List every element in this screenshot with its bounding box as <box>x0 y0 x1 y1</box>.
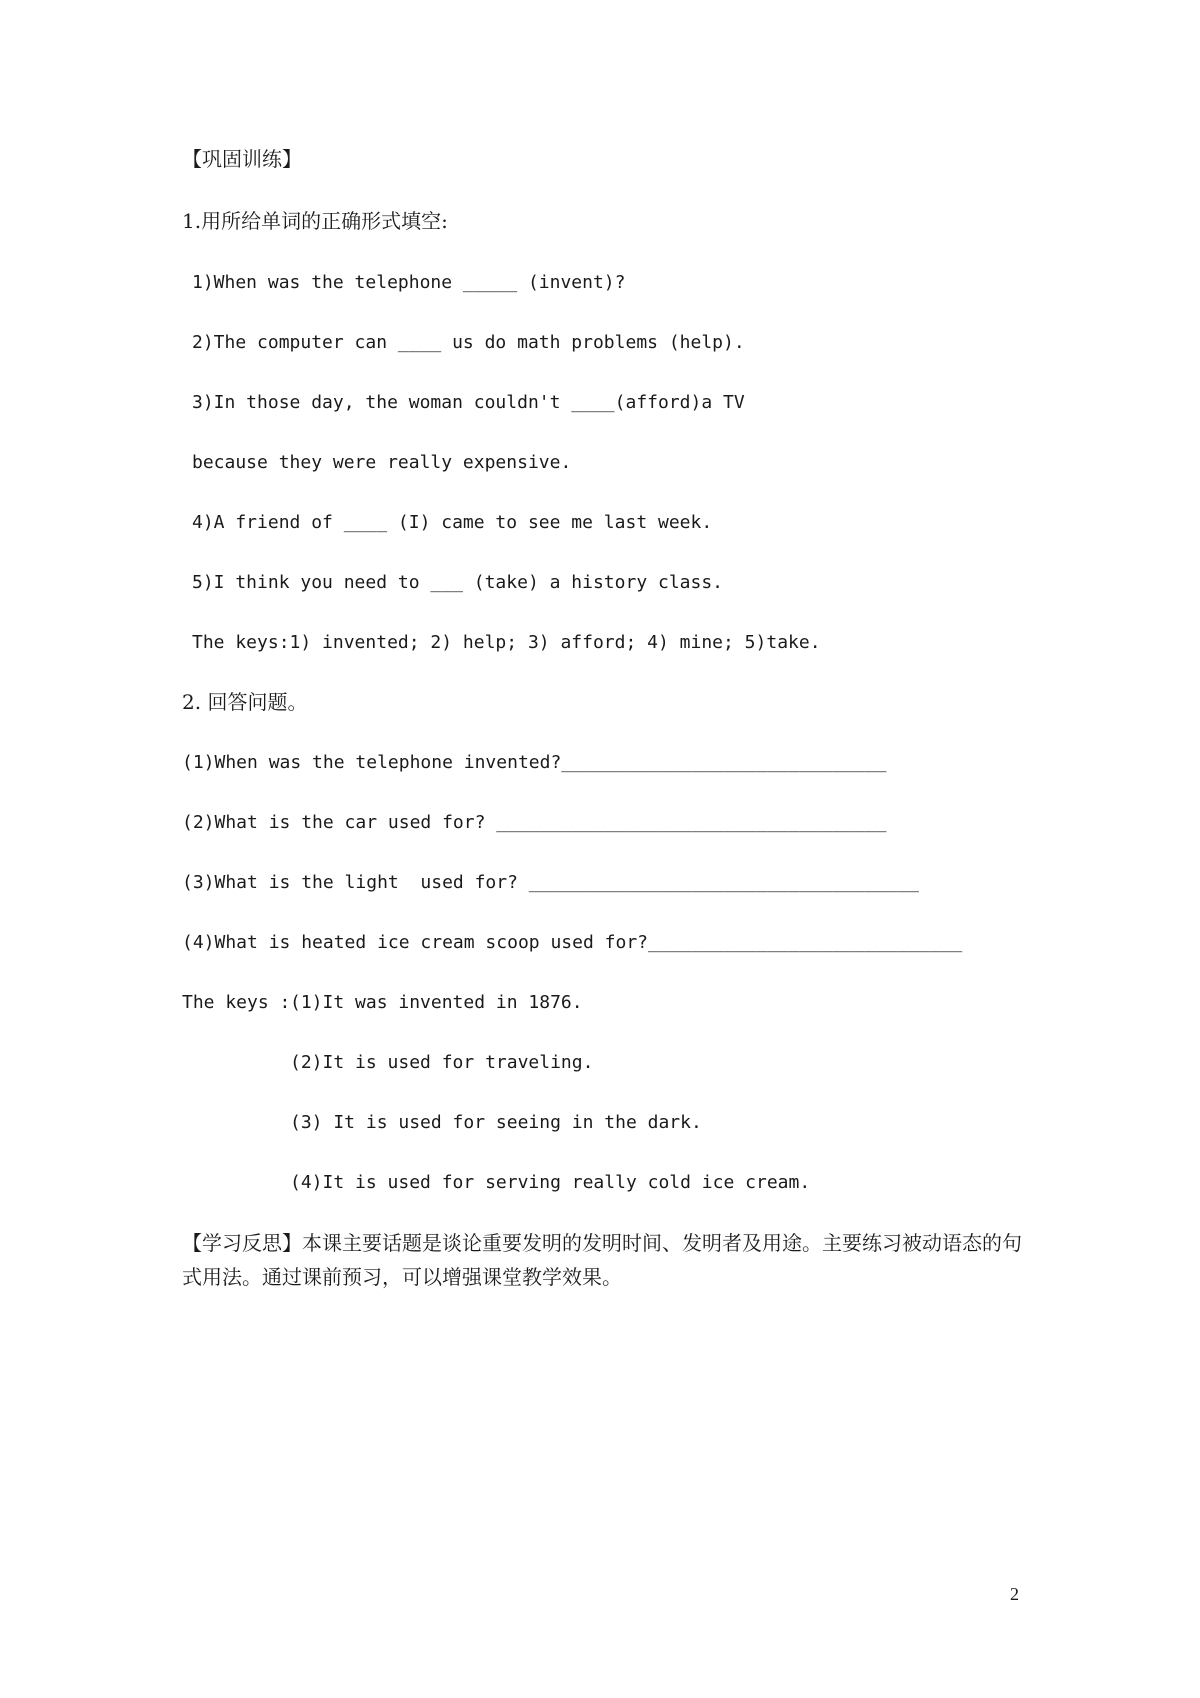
exercise1-item: 1)When was the telephone _____ (invent)? <box>192 272 626 293</box>
reflection-text: 本课主要话题是谈论重要发明的发明时间、发明者及用途。主要练习被动语态的句式用法。通过课前预习，可以增强课堂教学效果。 <box>182 1231 1022 1289</box>
exercise1-title: 1.用所给单词的正确形式填空: <box>182 209 448 233</box>
exercise2-question: (1)When was the telephone invented?______________________________ <box>182 752 887 773</box>
exercise2-keys-label: The keys : <box>182 992 291 1013</box>
reflection-label: 【学习反思】 <box>182 1231 302 1255</box>
reflection <box>182 1226 1022 1294</box>
exercise1-item: because they were really expensive. <box>192 452 572 473</box>
exercise1-item: 4)A friend of ____ (I) came to see me last week. <box>192 512 713 533</box>
exercise1-item: 2)The computer can ____ us do math problems (help). <box>192 332 745 353</box>
exercise1-item: 3)In those day, the woman couldn't ____(afford)a TV <box>192 392 745 413</box>
exercise2-key: (2)It is used for traveling. <box>290 1052 594 1073</box>
exercise2-key: (3) It is used for seeing in the dark. <box>290 1112 702 1133</box>
section-title: 【巩固训练】 <box>182 147 302 171</box>
exercise2-question: (4)What is heated ice cream scoop used for?_____________________________ <box>182 932 963 953</box>
exercise2-key: (1)It was invented in 1876. <box>290 992 583 1013</box>
page-number: 2 <box>1010 1584 1019 1604</box>
exercise2-question: (3)What is the light used for? ____________________________________ <box>182 872 919 893</box>
exercise1-keys: The keys:1) invented; 2) help; 3) afford; 4) mine; 5)take. <box>192 632 821 653</box>
exercise2-key: (4)It is used for serving really cold ice cream. <box>290 1172 811 1193</box>
exercise2-question: (2)What is the car used for? ____________________________________ <box>182 812 887 833</box>
exercise1-item: 5)I think you need to ___ (take) a history class. <box>192 572 724 593</box>
exercise2-title: 2. 回答问题。 <box>182 690 308 714</box>
